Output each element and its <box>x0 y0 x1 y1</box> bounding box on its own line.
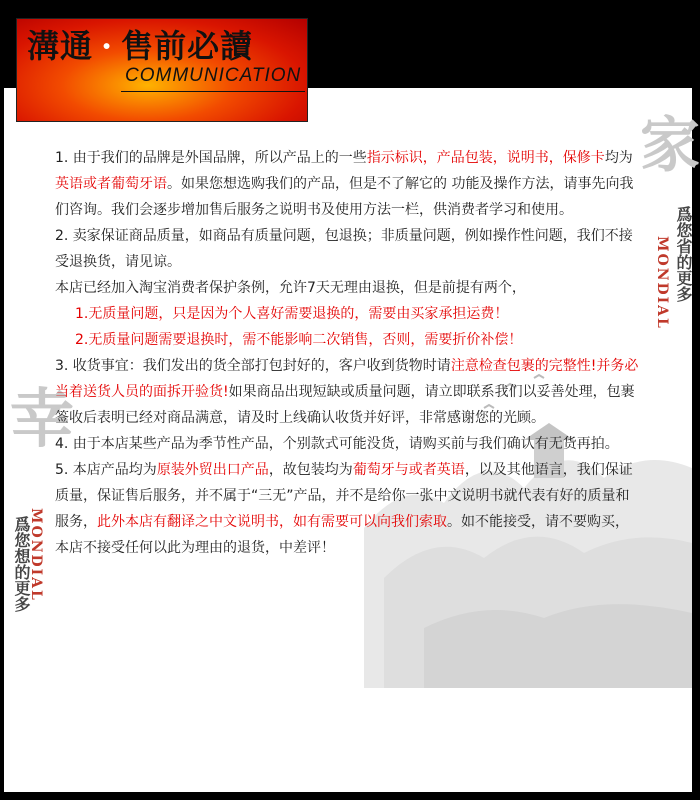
section-3-highlight-inspect: 注意检查包裹的完整性!并务必当着送货人员的面拆开验货! <box>55 358 639 400</box>
notice-content <box>55 145 640 561</box>
section-1-text-e: 。如果您想选购我们的产品，但是不了解它的 功能及操作方法，请事先向我们咨询。我们会逐步增加售后服务之说明书及使用方法一栏，供消费者学习和使用。 <box>55 176 634 218</box>
banner-title <box>27 21 253 67</box>
banner-underline <box>121 91 305 92</box>
section-3 <box>55 353 640 431</box>
section-1-text-a: 1. 由于我们的品牌是外国品牌，所以产品上的一些 <box>55 150 367 166</box>
section-1-text-c: 均为 <box>604 150 633 166</box>
section-4: 4. 由于本店某些产品为季节性产品，个别款式可能没货，请购买前与我们确认有无货再拍。 <box>55 436 619 452</box>
section-2-condition-1: 1.无质量问题，只是因为个人喜好需要退换的，需要由买家承担运费！ <box>75 306 509 322</box>
mondial-logo-left: MONDIAL <box>28 508 44 602</box>
section-5-text-e: ，以及其他语言，我们保证质量，保证售后服务，并不属于“三无”产品，并不是给你一张中文说明书就代表有好的质量和服务， <box>55 462 633 530</box>
decorative-character-happiness: 幸 <box>10 382 74 457</box>
section-5-text-a: 5. 本店产品均为 <box>55 462 157 478</box>
section-5-text-g: 。如不能接受，请不要购买，本店不接受任何以此为理由的退货，中差评！ <box>55 514 629 556</box>
section-1-highlight-labels: 指示标识，产品包装，说明书，保修卡 <box>366 150 605 166</box>
section-5-highlight-language: 葡萄牙与或者英语 <box>352 462 465 478</box>
decorative-character-home: 家 <box>640 111 700 181</box>
section-2-condition-2: 2.无质量问题需要退换时，需不能影响二次销售，否则，需要折价补偿！ <box>75 332 523 348</box>
section-1 <box>55 145 640 223</box>
section-5 <box>55 457 640 561</box>
mondial-logo-right: MONDIAL <box>654 236 670 330</box>
section-1-highlight-language: 英语或者葡萄牙语 <box>55 176 167 192</box>
section-2-policy: 本店已经加入淘宝消费者保护条例，允许7天无理由退换，但是前提有两个， <box>55 280 526 296</box>
header-banner <box>16 18 308 122</box>
section-5-highlight-manual: 此外本店有翻译之中文说明书，如有需要可以向我们索取 <box>97 514 447 530</box>
banner-title-dot: · <box>101 27 114 65</box>
banner-title-main: 溝通 <box>27 27 94 65</box>
decorative-slogan-left: 爲您想的更多 <box>12 516 31 612</box>
section-3-text-c: 如果商品出现短缺或质量问题，请立即联系我们以妥善处理，包裹签收后表明已经对商品满意，请及时上线确认收货并好评，非常感谢您的光顾。 <box>55 384 635 426</box>
section-2: 2. 卖家保证商品质量，如商品有质量问题，包退换；非质量问题，例如操作性问题，我们不接受退换货，请见谅。 <box>55 228 633 270</box>
section-5-text-c: ，故包装均为 <box>268 462 353 478</box>
banner-subtitle: COMMUNICATION <box>125 65 302 86</box>
section-3-text-a: 3. 收货事宜：我们发出的货全部打包封好的，客户收到货物时请 <box>55 358 451 374</box>
section-5-highlight-origin: 原装外贸出口产品 <box>156 462 269 478</box>
decorative-slogan-right: 爲您省的更多 <box>674 206 693 302</box>
banner-title-sub: 售前必讀 <box>121 27 254 65</box>
